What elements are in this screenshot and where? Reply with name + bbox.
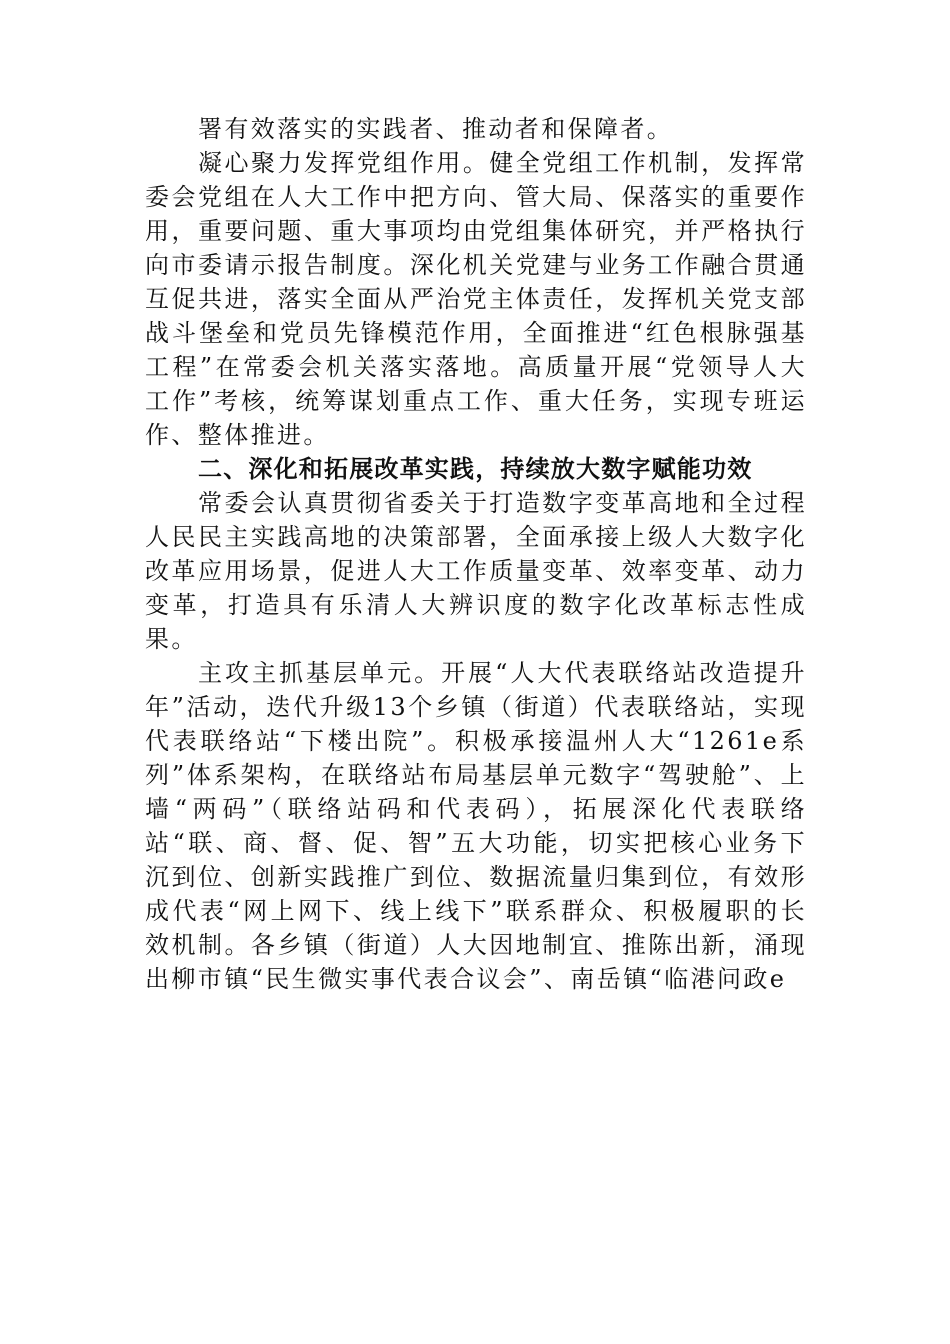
document-body bbox=[145, 112, 807, 996]
paragraph-grassroots-units: 主攻主抓基层单元。开展“人大代表联络站改造提升年”活动，迭代升级13个乡镇（街道）代表联络站，实现代表联络站“下楼出院”。积极承接温州人大“1261e系列”体系架构，在联络站布局基层单元数字“驾驶舱”、上墙“两码”（联络站码和代表码），拓展深化代表联络站“联、商、督、促、智”五大功能，切实把核心业务下沉到位、创新实践推广到位、数据流量归集到位，有效形成代表“网上网下、线上线下”联系群众、积极履职的长效机制。各乡镇（街道）人大因地制宜、推陈出新，涌现出柳市镇“民生微实事代表合议会”、南岳镇“临港问政e bbox=[145, 659, 807, 993]
paragraph-digital-reform: 常委会认真贯彻省委关于打造数字变革高地和全过程人民民主实践高地的决策部署，全面承接上级人大数字化改革应用场景，促进人大工作质量变革、效率变革、动力变革，打造具有乐清人大辨识度的数字化改革标志性成果。 bbox=[145, 489, 807, 653]
paragraph-party-group: 凝心聚力发挥党组作用。健全党组工作机制，发挥常委会党组在人大工作中把方向、管大局、保落实的重要作用，重要问题、重大事项均由党组集体研究，并严格执行向市委请示报告制度。深化机关党建与业务工作融合贯通互促共进，落实全面从严治党主体责任，发挥机关党支部战斗堡垒和党员先锋模范作用，全面推进“红色根脉强基工程”在常委会机关落实落地。高质量开展“党领导人大工作”考核，统筹谋划重点工作、重大任务，实现专班运作、整体推进。 bbox=[145, 149, 807, 449]
section-heading: 二、深化和拓展改革实践，持续放大数字赋能功效 bbox=[198, 455, 753, 483]
paragraph-continuation: 署有效落实的实践者、推动者和保障者。 bbox=[198, 115, 674, 143]
